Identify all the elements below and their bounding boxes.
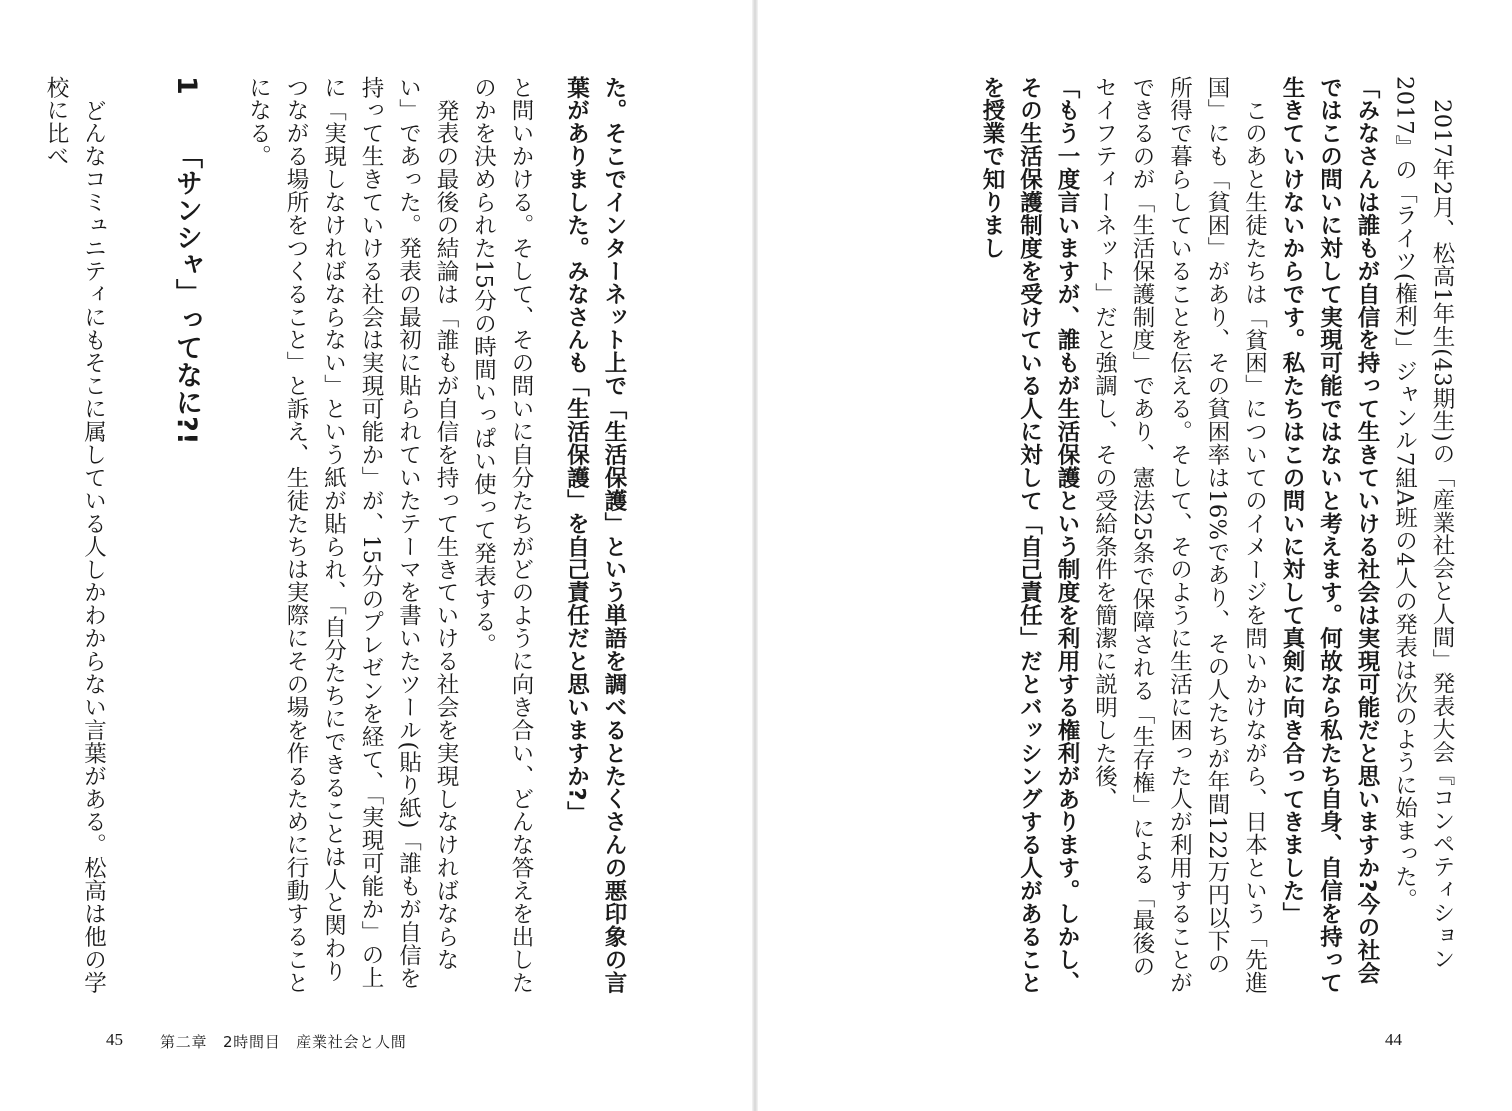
section-title: 「サンシャ」ってなに?!	[171, 155, 202, 445]
page-44	[758, 0, 1512, 1111]
gutter-shadow	[752, 0, 758, 1111]
left-page-body	[12, 76, 632, 996]
paragraph-community: どんなコミュニティにもそこに属している人しかわからない言葉がある。松高は他の学校に比べ	[43, 76, 107, 994]
right-page-body	[840, 76, 1460, 996]
quote-continued: た。そこでインターネット上で「生活保護」という単語を調べるとたくさんの悪印象の言葉がありました。みなさんも「生活保護」を自己責任だと思いますか?」	[563, 76, 627, 994]
paragraph-intro: 2017年2月、松高1年生(43期生)の「産業社会と人間」発表大会『コンペティション2017』の「ライツ(権利)」ジャンル7組A班の4人の発表は次のように始まった。	[1391, 76, 1455, 970]
paragraph-gap	[539, 76, 557, 996]
paragraph-poverty: このあと生徒たちは「貧困」についてのイメージを問いかけながら、日本という「先進国」にも「貧困」があり、その貧困率は16%であり、その人たちが年間122万円以下の所得で暮らしていることを伝える。そして、そのように生活に困った人が利用することができるのが「生活保護制度」であり、憲法25条で保障される「生存権」による「最後のセイフティーネット」だと強調し、その受給条件を簡潔に説明した後、	[1091, 76, 1268, 994]
section-heading	[168, 76, 206, 996]
quote-opening: 「みなさんは誰もが自信を持って生きていける社会は実現可能だと思いますか?今の社会ではこの問いに対して実現可能ではないと考えます。何故なら私たち自身、自信を持って生きていけないからです。私たちはこの問いに対して真剣に向き合ってきました」	[1279, 76, 1380, 994]
paragraph-conclusion: 発表の最後の結論は「誰もが自信を持って生きていける社会を実現しなければならない」であった。発表の最初に貼られていたテーマを書いたツール(貼り紙)「誰もが自信を持って生きていける社会は実現可能か」が、15分のプレゼンを経て、「実現可能か」の上に「実現しなければならない」という紙が貼られ、「自分たちにできることは人と関わりつながる場所をつくること」と訴え、生徒たちは実際にその場を作るために行動することになる。	[245, 76, 459, 994]
running-head: 第二章 2時間目 産業社会と人間	[160, 1033, 407, 1051]
page-number-44: 44	[1385, 1030, 1402, 1049]
section-number: 1	[171, 76, 202, 96]
page-45	[0, 0, 752, 1111]
quote-welfare: 「もう一度言いますが、誰もが生活保護という制度を利用する権利があります。しかし、その生活保護制度を受けている人に対して「自己責任」だとバッシングする人があることを授業で知りまし	[979, 76, 1080, 994]
page-number-45: 45	[106, 1030, 123, 1049]
paragraph-question: と問いかける。そして、その問いに自分たちがどのように向き合い、どんな答えを出したのかを決められた15分の時間いっぱい使って発表する。	[470, 76, 534, 994]
